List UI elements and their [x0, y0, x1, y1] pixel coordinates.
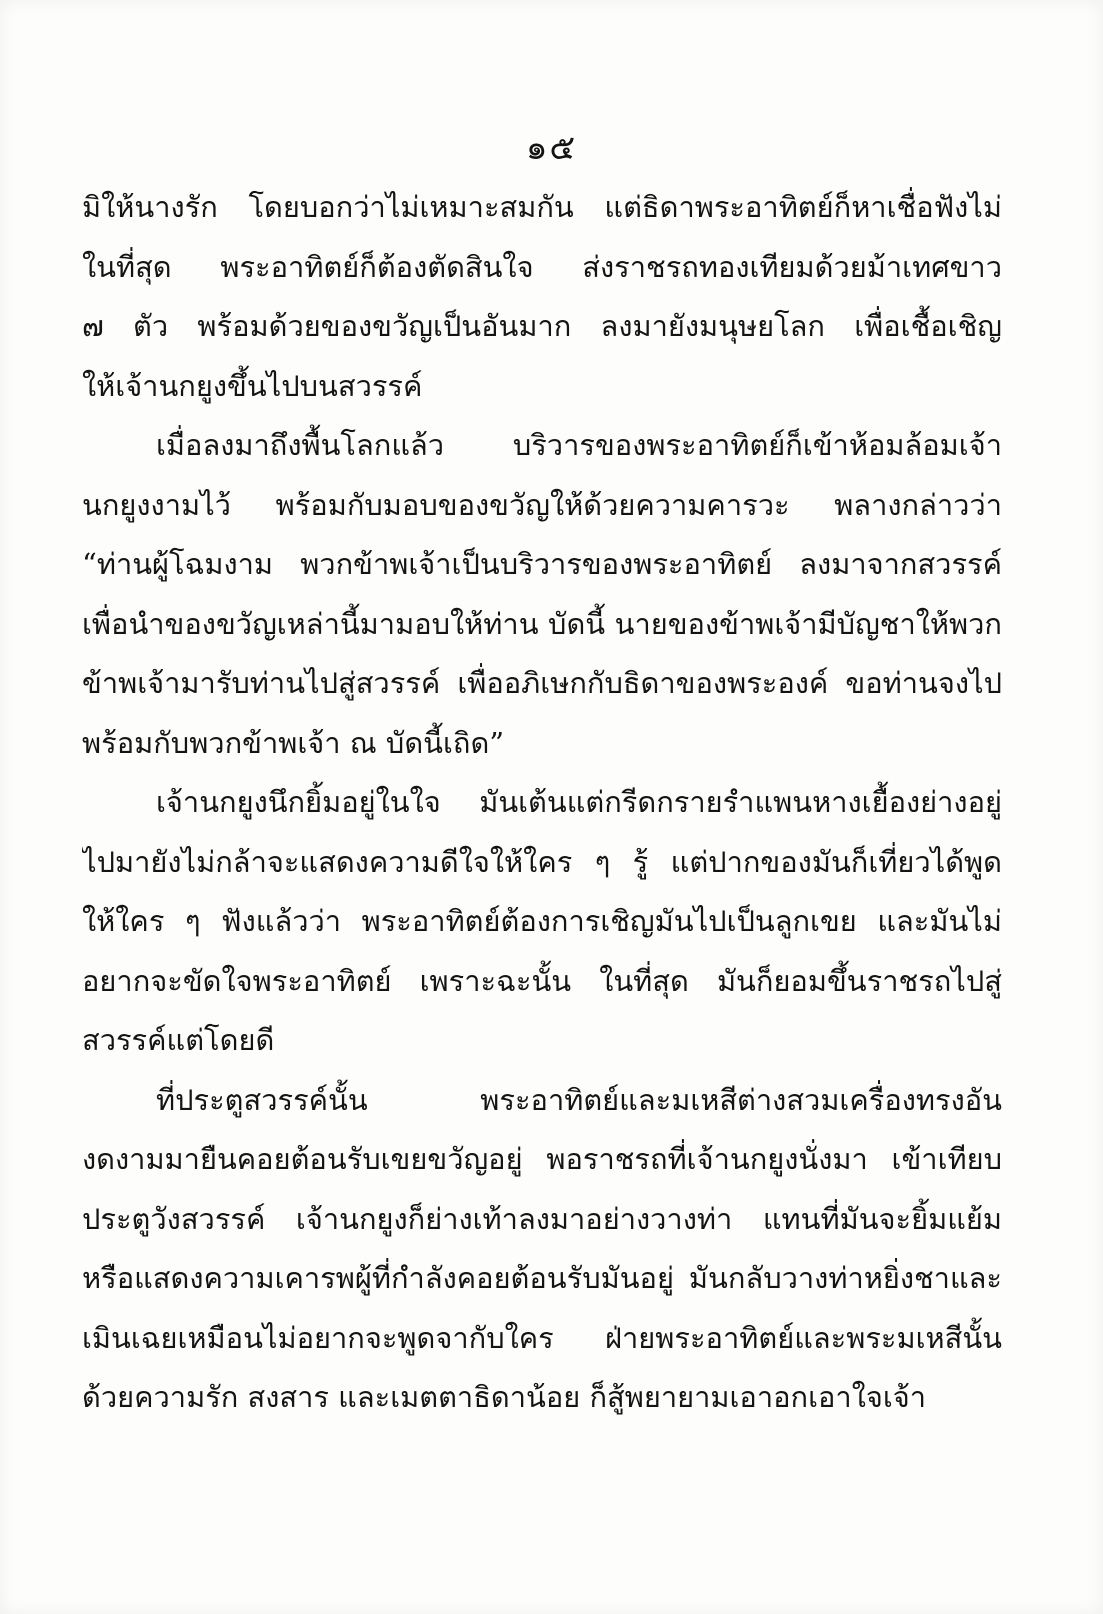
- paragraph: [82, 1071, 1002, 1428]
- text-line: ในที่สุด พระอาทิตย์ก็ต้องตัดสินใจ ส่งราชรถทองเทียมด้วยม้าเทศขาว: [82, 249, 1002, 284]
- text-line: หรือแสดงความเคารพผู้ที่กำลังคอยต้อนรับมันอยู่ มันกลับวางท่าหยิ่งชาและ: [82, 1261, 1002, 1295]
- text-line: ที่ประตูสวรรค์นั้น พระอาทิตย์และมเหสีต่างสวมเครื่องทรงอัน: [156, 1082, 1002, 1117]
- text-line: อยากจะขัดใจพระอาทิตย์ เพราะฉะนั้น ในที่สุด มันก็ยอมขึ้นราชรถไปสู่: [82, 963, 1002, 998]
- text-line: ประตูวังสวรรค์ เจ้านกยูงก็ย่างเท้าลงมาอย่างวางท่า แทนที่มันจะยิ้มแย้ม: [82, 1201, 1002, 1236]
- text-line: สวรรค์แต่โดยดี: [82, 1023, 275, 1057]
- text-line: ไปมายังไม่กล้าจะแสดงความดีใจให้ใคร ๆ รู้ แต่ปากของมันก็เที่ยวได้พูด: [82, 844, 1002, 879]
- page-number: ๑๕: [525, 128, 578, 168]
- paragraph: [82, 416, 1002, 773]
- paragraph: [82, 178, 1002, 416]
- text-line: ข้าพเจ้ามารับท่านไปสู่สวรรค์ เพื่ออภิเษกกับธิดาของพระองค์ ขอท่านจงไป: [82, 666, 1002, 700]
- text-line: ให้ใคร ๆ ฟังแล้วว่า พระอาทิตย์ต้องการเชิญมันไปเป็นลูกเขย และมันไม่: [82, 904, 1002, 938]
- text-line: ด้วยความรัก สงสาร และเมตตาธิดาน้อย ก็สู้พยายามเอาอกเอาใจเจ้า: [82, 1380, 927, 1414]
- text-line: งดงามมายืนคอยต้อนรับเขยขวัญอยู่ พอราชรถที่เจ้านกยูงนั่งมา เข้าเทียบ: [82, 1142, 1002, 1176]
- text-line: เมื่อลงมาถึงพื้นโลกแล้ว บริวารของพระอาทิตย์ก็เข้าห้อมล้อมเจ้า: [156, 428, 1002, 462]
- text-line: เพื่อนำของขวัญเหล่านี้มามอบให้ท่าน บัดนี้ นายของข้าพเจ้ามีบัญชาให้พวก: [82, 606, 1002, 641]
- text-line: ๗ ตัว พร้อมด้วยของขวัญเป็นอันมาก ลงมายังมนุษยโลก เพื่อเชื้อเชิญ: [82, 309, 1002, 343]
- body-text: [82, 178, 1002, 1428]
- text-line: พร้อมกับพวกข้าพเจ้า ณ บัดนี้เถิด”: [82, 725, 505, 760]
- paragraph: [82, 773, 1002, 1071]
- text-line: “ท่านผู้โฉมงาม พวกข้าพเจ้าเป็นบริวารของพระอาทิตย์ ลงมาจากสวรรค์: [82, 547, 1002, 581]
- text-line: มิให้นางรัก โดยบอกว่าไม่เหมาะสมกัน แต่ธิดาพระอาทิตย์ก็หาเชื่อฟังไม่: [82, 190, 1002, 224]
- text-line: ให้เจ้านกยูงขึ้นไปบนสวรรค์: [82, 368, 423, 403]
- text-line: เมินเฉยเหมือนไม่อยากจะพูดจากับใคร ฝ่ายพระอาทิตย์และพระมเหสีนั้น: [82, 1320, 1002, 1355]
- text-line: เจ้านกยูงนึกยิ้มอยู่ในใจ มันเต้นแต่กรีดกรายรำแพนหางเยื้องย่างอยู่: [156, 785, 1002, 819]
- text-line: นกยูงงามไว้ พร้อมกับมอบของขวัญให้ด้วยความคารวะ พลางกล่าวว่า: [82, 487, 1002, 522]
